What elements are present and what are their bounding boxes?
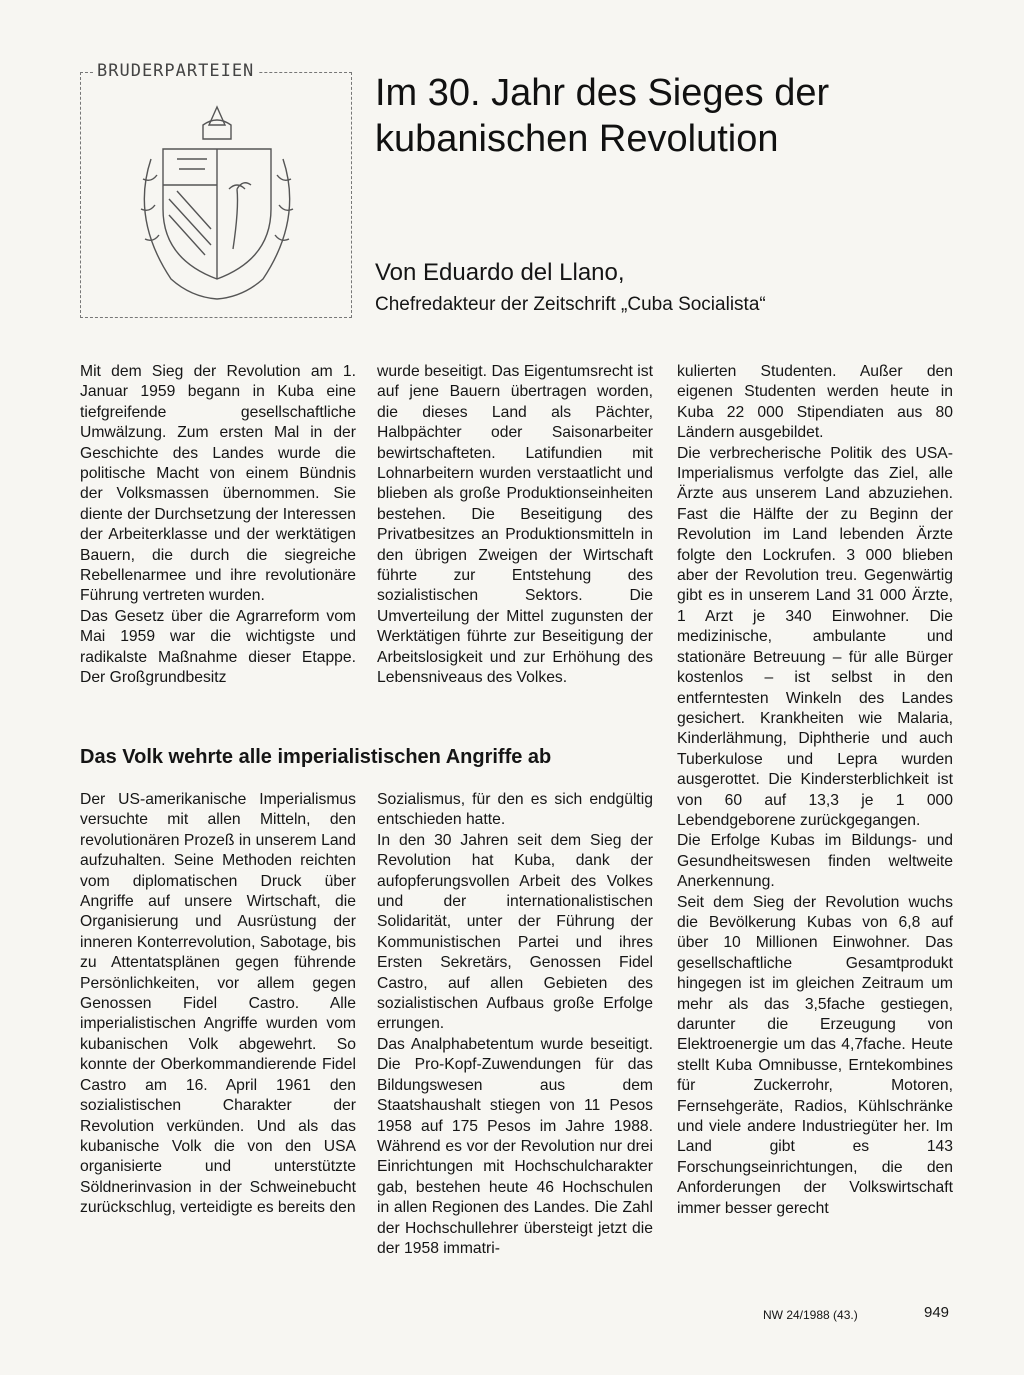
paragraph: kulierten Studenten. Außer den eigenen Studenten werden heute in Kuba 22 000 Stipendiaten aus 80 Ländern ausgebildet.: [677, 363, 953, 442]
section1-column1: [80, 362, 356, 689]
article-title: Im 30. Jahr des Sieges der kubanischen Revolution: [375, 72, 830, 160]
paragraph: Das Analphabetentum wurde beseitigt. Die Pro-Kopf-Zuwendungen für das Bildungswesen aus dem Staatshaushalt stiegen von 11 Pesos 1958 auf 175 Pesos im Jahre 1988. Während es vor der Revolution nur drei Einrichtungen mit Hochschulcharakter gab, bestehen heute 46 Hochschulen in allen Regionen des Landes. Die Zahl der Hochschullehrer übersteigt jetzt die der 1958 immatri-: [377, 1035, 653, 1257]
paragraph: Die Erfolge Kubas im Bildungs- und Gesundheitswesen finden weltweite Anerkennung.: [677, 832, 953, 891]
column3: [677, 362, 953, 1219]
page-number: 949: [924, 1304, 950, 1321]
author-line: Von Eduardo del Llano,: [375, 259, 625, 286]
paragraph: Der US-amerikanische Imperialismus versuchte mit allen Mitteln, den revolutionären Prozeß in unserem Land aufzuhalten. Seine Methoden reichten vom diplomatischen Druck über Angriffe auf unsere Wirtschaft, die Organisierung und Ausrüstung der inneren Konterrevolution, Sabotage, bis zu Attentatsplänen gegen führende Persönlichkeiten, vor allem gegen Genossen Fidel Castro. Alle imperialistischen Angriffe wurden vom kubanischen Volk abgewehrt. So konnte der Oberkommandierende Fidel Castro am 16. April 1961 den sozialistischen Charakter der Revolution verkünden. Und als das kubanische Volk die von den USA organisierte und unterstützte Söldnerinvasion in der Schweinebucht zurückschlug, verteidigte es bereits den: [80, 791, 356, 1217]
section-subheading: Das Volk wehrte alle imperialistischen Angriffe ab: [80, 746, 552, 768]
section1-column2: [377, 362, 653, 689]
cuban-coat-of-arms-icon: [121, 99, 313, 307]
bruderparteien-stamp: [80, 61, 352, 318]
paragraph: Die verbrecherische Politik des USA-Imperialismus verfolgte das Ziel, alle Ärzte aus unserem Land abzuziehen. Fast die Hälfte der zu Beginn der Revolution im Land lebenden Ärzte folgte den Lockrufen. 3 000 blieben aber der Revolution treu. Gegenwärtig gibt es in unserem Land 31 000 Ärzte, 1 Arzt je 340 Einwohner. Die medizinische, ambulante und stationäre Betreuung – für alle Bürger kostenlos – ist selbst in den entferntesten Winkeln des Landes gesichert. Krankheiten wie Malaria, Kinderlähmung, Diphtherie und auch Tuberkulose und Lepra wurden ausgerottet. Die Kindersterblichkeit ist von 60 auf 13,3 je 1 000 Lebendgeborene zurückgegangen.: [677, 444, 953, 829]
paragraph: wurde beseitigt. Das Eigentumsrecht ist auf jene Bauern übertragen worden, die dieses Land als Pächter, Halbpächter oder Saisonarbeiter bewirtschafteten. Latifundien mit Lohnarbeitern wurden verstaatlicht und blieben als große Produktionseinheiten bestehen. Die Beseitigung des Privatbesitzes an Produktionsmitteln in den übrigen Zweigen der Wirtschaft führte zur Entstehung des sozialistischen Sektors. Die Umverteilung der Mittel zugunsten der Werktätigen führte zur Beseitigung der Arbeitslosigkeit und zur Erhöhung des Lebensniveaus des Volkes.: [377, 363, 653, 687]
paragraph: Mit dem Sieg der Revolution am 1. Januar 1959 begann in Kuba eine tiefgreifende gesellschaftliche Umwälzung. Zum ersten Mal in der Geschichte des Landes wurde die politische Macht von einem Bündnis der Volksmassen übernommen. Sie diente der Durchsetzung der Interessen der Arbeiterklasse und der werktätigen Bauern, die durch die siegreiche Rebellenarmee und ihre revolutionäre Führung vertreten wurden.: [80, 363, 356, 605]
author-role: Chefredakteur der Zeitschrift „Cuba Socialista“: [375, 294, 766, 315]
issue-reference: NW 24/1988 (43.): [763, 1308, 858, 1322]
section2-column2: [377, 790, 653, 1259]
stamp-label: BRUDERPARTEIEN: [93, 61, 258, 81]
paragraph: Das Gesetz über die Agrarreform vom Mai 1959 war die wichtigste und radikalste Maßnahme dieser Etappe. Der Großgrundbesitz: [80, 607, 356, 687]
paragraph: Sozialismus, für den es sich endgültig entschieden hatte.: [377, 791, 653, 829]
paragraph: In den 30 Jahren seit dem Sieg der Revolution hat Kuba, dank der aufopferungsvollen Arbeit des Volkes und der internationalistischen Solidarität, unter der Führung der Kommunistischen Partei und ihres Ersten Sekretärs, Genossen Fidel Castro, auf allen Gebieten des sozialistischen Aufbaus große Erfolge errungen.: [377, 831, 653, 1033]
section2-column1: [80, 790, 356, 1219]
paragraph: Seit dem Sieg der Revolution wuchs die Bevölkerung Kubas von 6,8 auf über 10 Millionen Einwohner. Das gesellschaftliche Gesamtprodukt hingegen ist im gleichen Zeitraum um mehr als das 3,5fache gestiegen, darunter die Erzeugung von Elektroenergie um das 4,7fache. Heute stellt Kuba Omnibusse, Erntekombines für Zuckerrohr, Motoren, Fernsehgeräte, Radios, Kühlschränke und viele andere Industriegüter her. Im Land gibt es 143 Forschungseinrichtungen, die den Anforderungen der Volkswirtschaft immer besser gerecht: [677, 893, 953, 1217]
